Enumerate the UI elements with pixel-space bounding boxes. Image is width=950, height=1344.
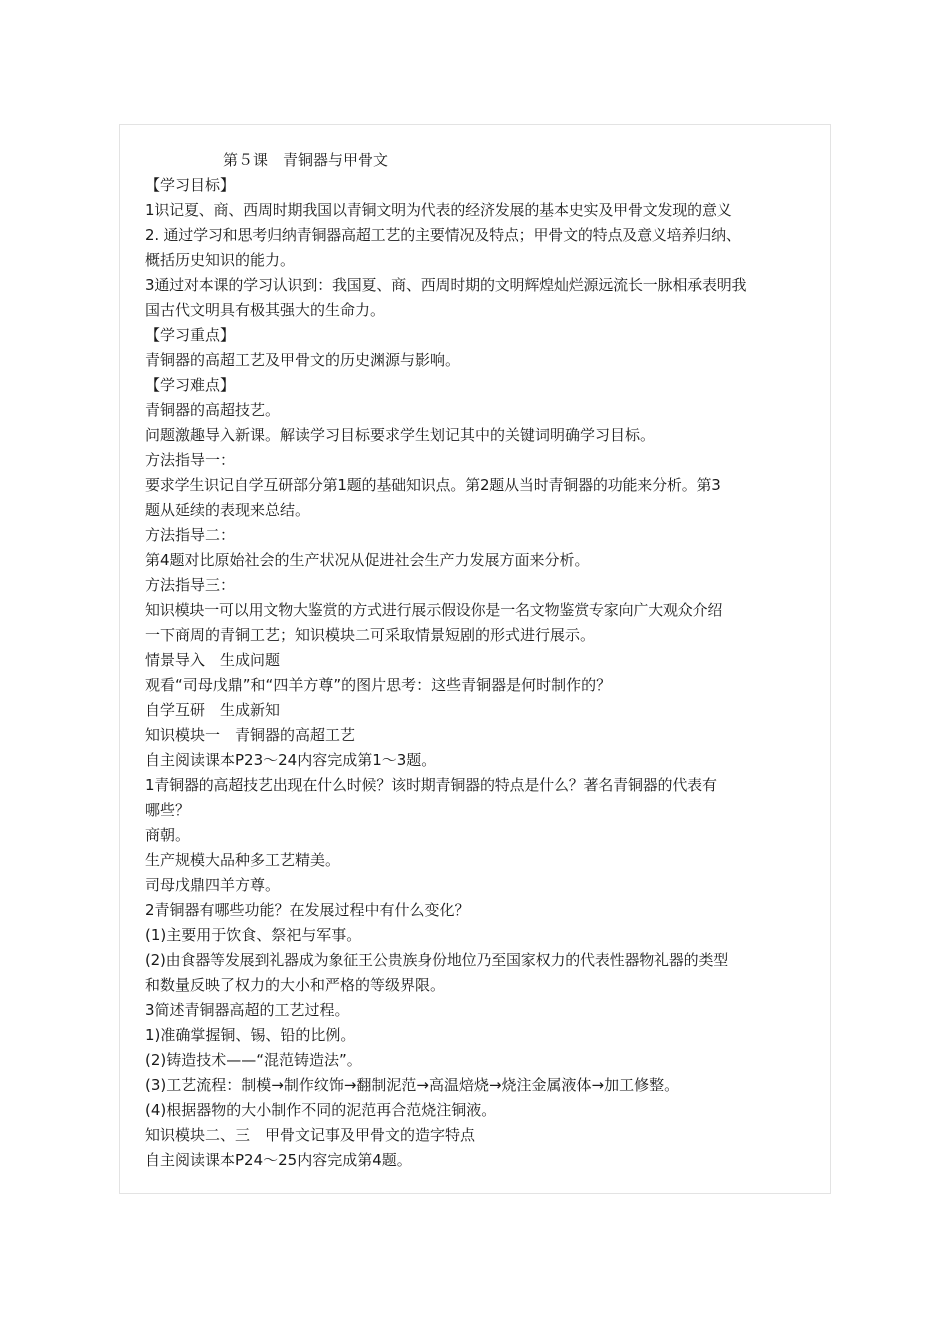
answer-3-2: (2)铸造技术——“混范铸造法”。	[145, 1051, 362, 1069]
answer-1c: 司母戊鼎四羊方尊。	[145, 876, 281, 894]
difficulties-text: 青铜器的高超技艺。	[145, 401, 281, 419]
method-guide-2-text: 第4题对比原始社会的生产状况从促进社会生产力发展方面来分析。	[145, 551, 590, 569]
section-heading-key-points: 【学习重点】	[145, 326, 236, 344]
scenario-heading: 情景导入 生成问题	[145, 651, 281, 669]
question-1: 1青铜器的高超技艺出现在什么时候？该时期青铜器的特点是什么？著名青铜器的代表有	[145, 776, 717, 794]
method-guide-1-text: 要求学生识记自学互研部分第1题的基础知识点。第2题从当时青铜器的功能来分析。第3	[145, 476, 721, 494]
answer-1a: 商朝。	[145, 826, 191, 844]
question-1-cont: 哪些？	[145, 801, 191, 819]
answer-2-2-cont: 和数量反映了权力的大小和严格的等级界限。	[145, 976, 446, 994]
lesson-title: 第５课 青铜器与甲骨文	[223, 151, 389, 169]
intro-text: 问题激趣导入新课。解读学习目标要求学生划记其中的关键词明确学习目标。	[145, 426, 656, 444]
method-guide-2-heading: 方法指导二：	[145, 526, 236, 544]
section-heading-difficulties: 【学习难点】	[145, 376, 236, 394]
section-heading-objectives: 【学习目标】	[145, 176, 236, 194]
document-body	[145, 148, 813, 1173]
objective-2-cont: 概括历史知识的能力。	[145, 251, 296, 269]
question-2: 2青铜器有哪些功能？在发展过程中有什么变化？	[145, 901, 470, 919]
objective-3: 3通过对本课的学习认识到：我国夏、商、西周时期的文明辉煌灿烂源远流长一脉相承表明我	[145, 276, 747, 294]
objective-2: 2. 通过学习和思考归纳青铜器高超工艺的主要情况及特点；甲骨文的特点及意义培养归纳、	[145, 226, 741, 244]
method-guide-3-heading: 方法指导三：	[145, 576, 236, 594]
key-points-text: 青铜器的高超工艺及甲骨文的历史渊源与影响。	[145, 351, 461, 369]
method-guide-3-text-cont: 一下商周的青铜工艺；知识模块二可采取情景短剧的形式进行展示。	[145, 626, 596, 644]
method-guide-3-text: 知识模块一可以用文物大鉴赏的方式进行展示假设你是一名文物鉴赏专家向广大观众介绍	[145, 601, 723, 619]
answer-3-4: (4)根据器物的大小制作不同的泥范再合范烧注铜液。	[145, 1101, 497, 1119]
answer-1b: 生产规模大品种多工艺精美。	[145, 851, 341, 869]
question-3: 3简述青铜器高超的工艺过程。	[145, 1001, 350, 1019]
method-guide-1-heading: 方法指导一：	[145, 451, 236, 469]
answer-2-2: (2)由食器等发展到礼器成为象征王公贵族身份地位乃至国家权力的代表性器物礼器的类型	[145, 951, 729, 969]
answer-2-1: (1)主要用于饮食、祭祀与军事。	[145, 926, 362, 944]
module-2-3-heading: 知识模块二、三 甲骨文记事及甲骨文的造字特点	[145, 1126, 476, 1144]
method-guide-1-text-cont: 题从延续的表现来总结。	[145, 501, 311, 519]
module-1-heading: 知识模块一 青铜器的高超工艺	[145, 726, 356, 744]
module-2-3-instruction: 自主阅读课本P24～25内容完成第4题。	[145, 1151, 412, 1169]
self-study-heading: 自学互研 生成新知	[145, 701, 281, 719]
objective-3-cont: 国古代文明具有极其强大的生命力。	[145, 301, 386, 319]
scenario-question: 观看“司母戊鼎”和“四羊方尊”的图片思考：这些青铜器是何时制作的？	[145, 676, 612, 694]
answer-3-1: 1)准确掌握铜、锡、铅的比例。	[145, 1026, 356, 1044]
module-1-instruction: 自主阅读课本P23～24内容完成第1～3题。	[145, 751, 437, 769]
objective-1: 1识记夏、商、西周时期我国以青铜文明为代表的经济发展的基本史实及甲骨文发现的意义	[145, 201, 732, 219]
answer-3-3: (3)工艺流程：制模→制作纹饰→翻制泥范→高温焙烧→烧注金属液体→加工修整。	[145, 1076, 680, 1094]
